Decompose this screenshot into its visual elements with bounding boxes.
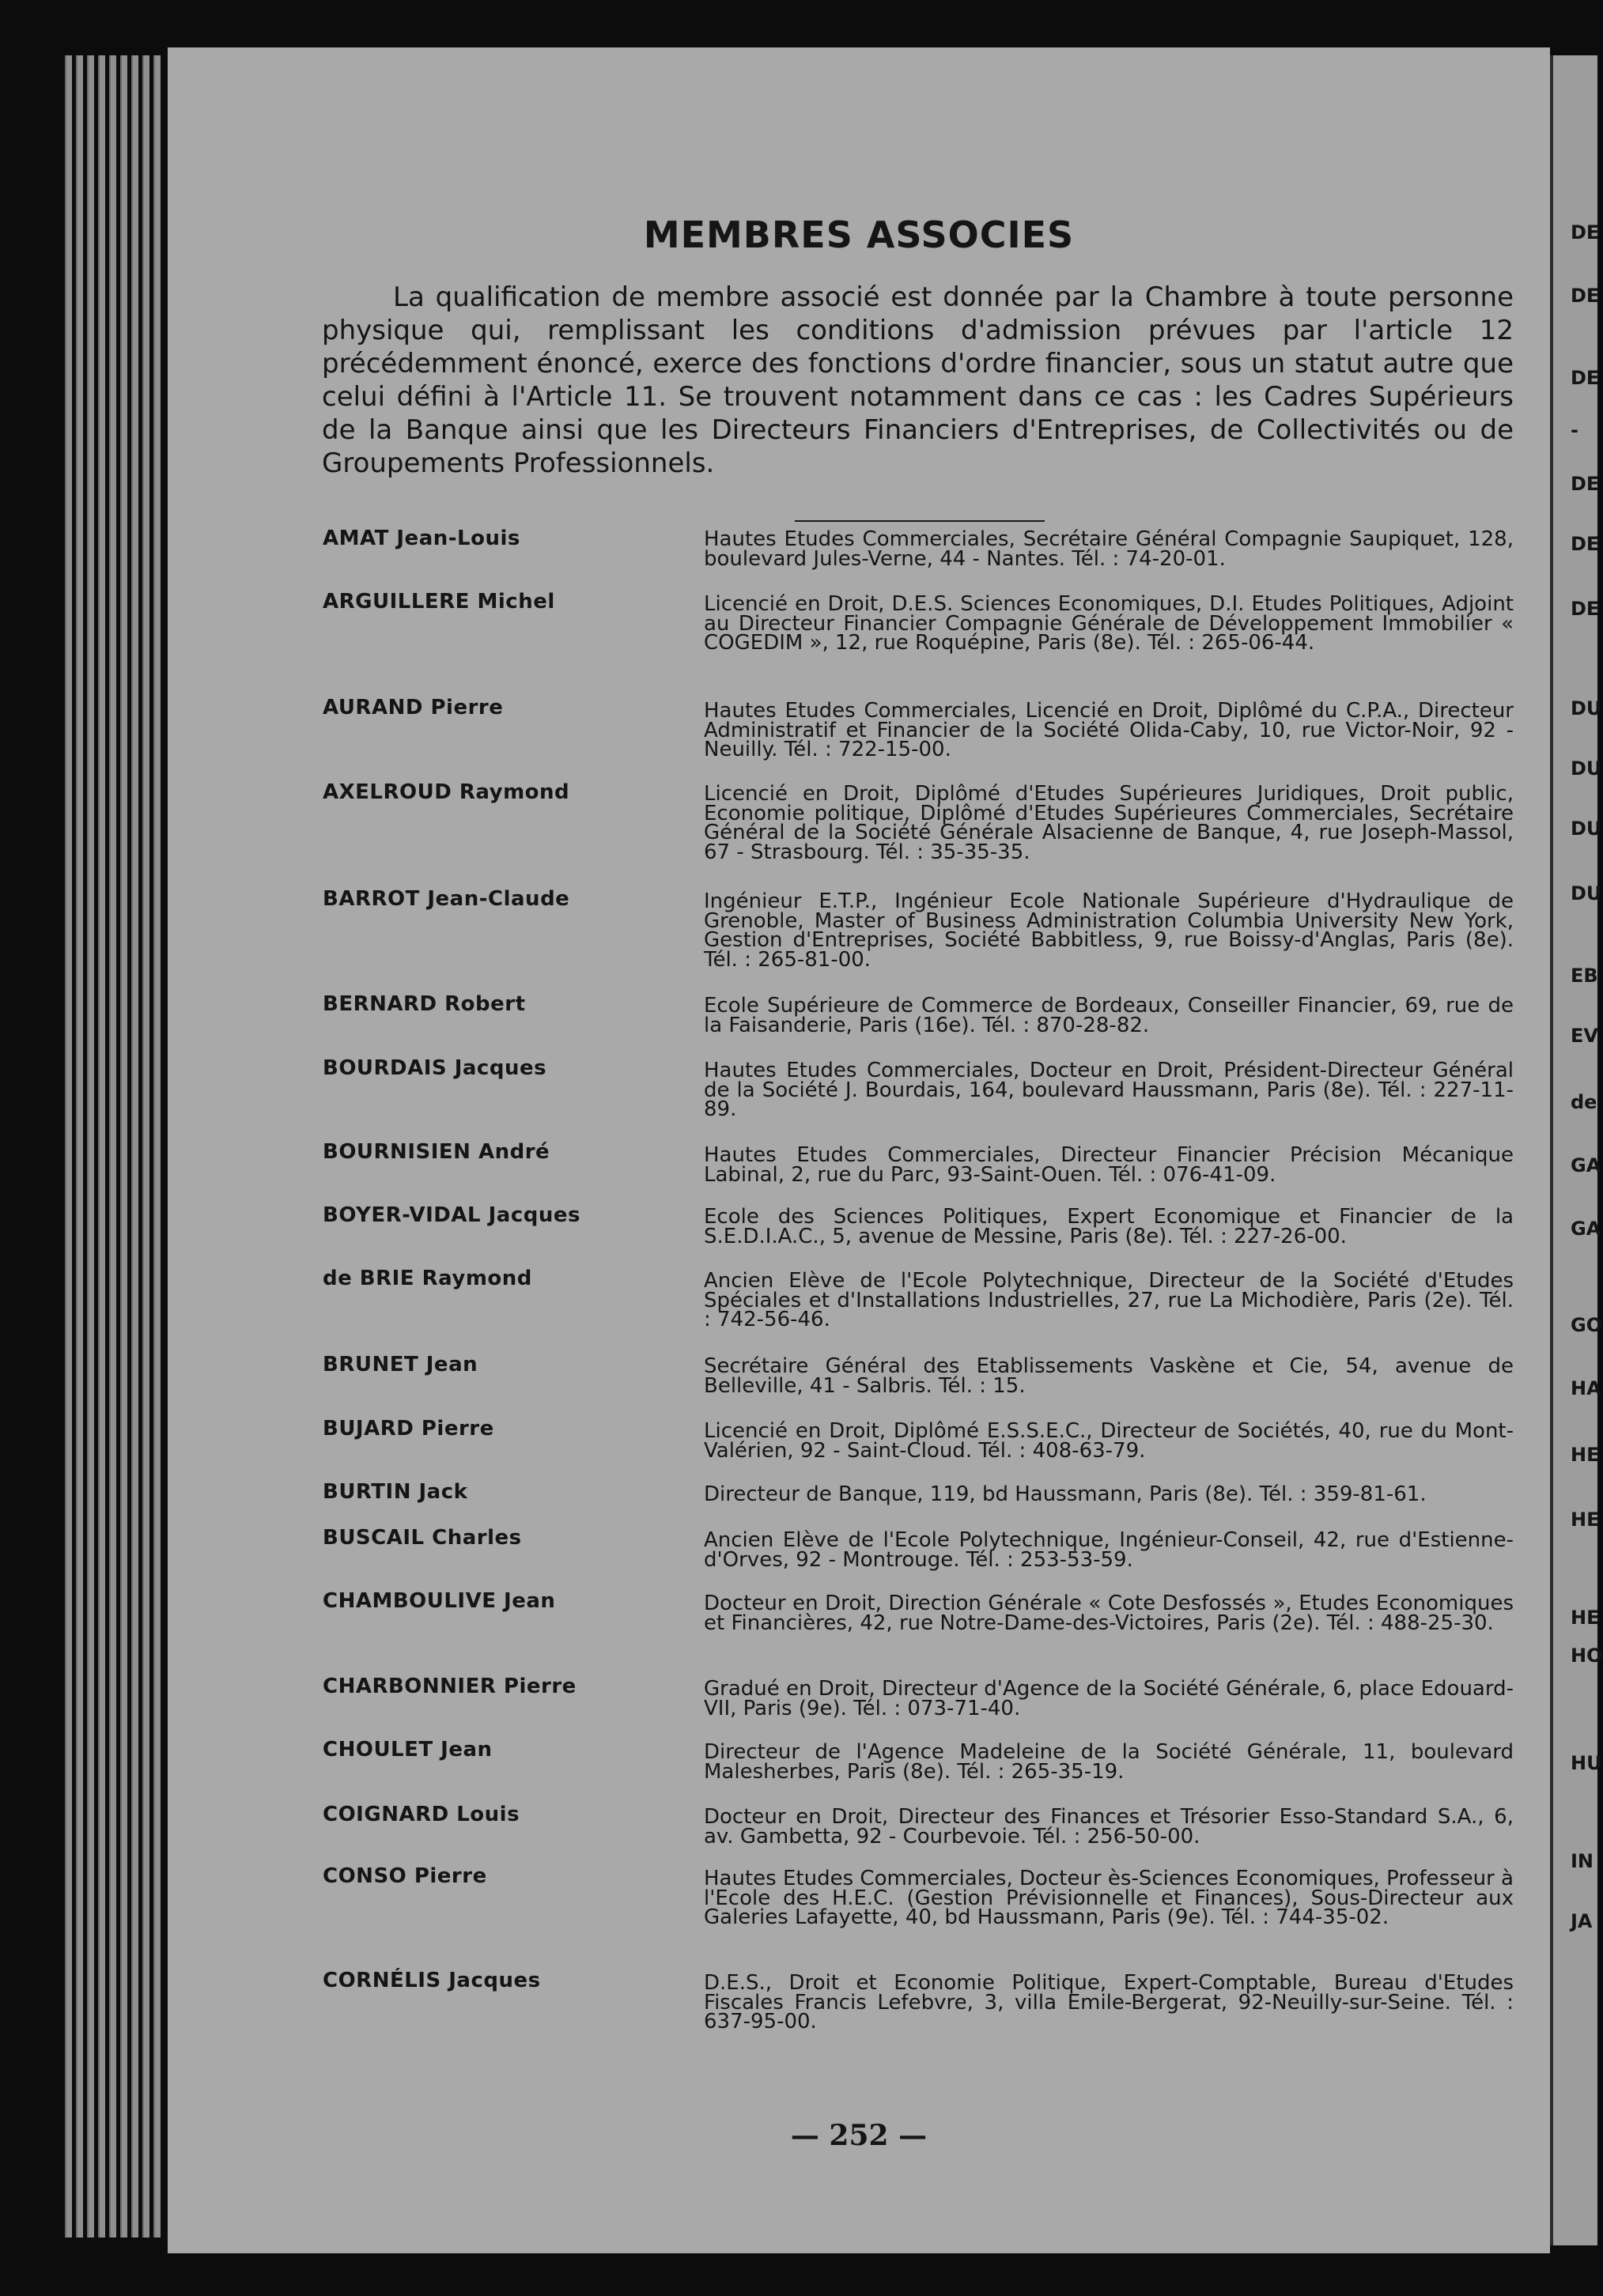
member-name: CHARBONNIER Pierre	[323, 1675, 577, 1698]
facing-page-fragment: HE	[1571, 1509, 1600, 1531]
facing-page-fragment: DE	[1571, 533, 1600, 555]
member-name: BOURDAIS Jacques	[323, 1056, 547, 1080]
page-number: — 252 —	[790, 2119, 928, 2152]
facing-page-fragment: GA	[1571, 1218, 1601, 1240]
member-description: Docteur en Droit, Direction Générale « Cote Desfossés », Etudes Economiques et Financières, 42, rue Notre-Dame-des-Victoires, Paris (2e). Tél. : 488-25-30.	[704, 1592, 1514, 1635]
member-name: de BRIE Raymond	[323, 1267, 532, 1290]
facing-page-fragment: -	[1571, 419, 1578, 441]
member-name: BURTIN Jack	[323, 1480, 468, 1504]
member-description: Licencié en Droit, Diplômé d'Etudes Supérieures Juridiques, Droit public, Economie politique, Diplômé d'Etudes Supérieures Commerciales, Secrétaire Général de la Société Générale Alsacienne de Banque, 4, rue Joseph-Massol, 67 - Strasbourg. Tél. : 35-35-35.	[704, 782, 1514, 864]
page-title: MEMBRES ASSOCIES	[643, 213, 1075, 256]
facing-page-fragment: DU	[1571, 697, 1602, 719]
member-name: BERNARD Robert	[323, 992, 526, 1016]
facing-page-fragment: EV	[1571, 1025, 1598, 1047]
member-name: COIGNARD Louis	[323, 1803, 520, 1826]
book-page	[168, 47, 1550, 2253]
member-description: Hautes Etudes Commerciales, Licencié en Droit, Diplômé du C.P.A., Directeur Administratif et Financier de la Société Olida-Caby, 10, rue Victor-Noir, 92 - Neuilly. Tél. : 722-15-00.	[704, 699, 1514, 761]
member-list	[168, 47, 1550, 2253]
member-name: CORNÉLIS Jacques	[323, 1969, 541, 1992]
member-description: Hautes Etudes Commerciales, Docteur ès-Sciences Economiques, Professeur à l'Ecole des H.E.C. (Gestion Prévisionnelle et Finances), Sous-Directeur aux Galeries Lafayette, 40, bd Haussmann, Paris (9e). Tél. : 744-35-02.	[704, 1867, 1514, 1929]
member-name: BUSCAIL Charles	[323, 1526, 522, 1550]
facing-page-fragment: EB	[1571, 965, 1598, 987]
facing-page-fragment: HE	[1571, 1444, 1600, 1466]
facing-page-fragment: DE	[1571, 285, 1600, 307]
facing-page-fragment: DE	[1571, 598, 1600, 620]
member-description: Ecole Supérieure de Commerce de Bordeaux, Conseiller Financier, 69, rue de la Faisanderie, Paris (16e). Tél. : 870-28-82.	[704, 994, 1514, 1037]
member-description: Directeur de l'Agence Madeleine de la Société Générale, 11, boulevard Malesherbes, Paris (8e). Tél. : 265-35-19.	[704, 1740, 1514, 1784]
facing-page-fragment: DU	[1571, 882, 1602, 904]
member-description: Licencié en Droit, D.E.S. Sciences Economiques, D.I. Etudes Politiques, Adjoint au Directeur Financier Compagnie Générale de Développement Immobilier « COGEDIM », 12, rue Roquépine, Paris (8e). Tél. : 265-06-44.	[704, 592, 1514, 655]
member-description: Ancien Elève de l'Ecole Polytechnique, Ingénieur-Conseil, 42, rue d'Estienne-d'Orves, 92 - Montrouge. Tél. : 253-53-59.	[704, 1528, 1514, 1572]
member-name: AURAND Pierre	[323, 696, 504, 719]
facing-page-edge	[1550, 55, 1603, 2245]
member-name: AXELROUD Raymond	[323, 780, 570, 804]
facing-page-fragment: HO	[1571, 1645, 1603, 1667]
member-description: Docteur en Droit, Directeur des Finances et Trésorier Esso-Standard S.A., 6, av. Gambetta, 92 - Courbevoie. Tél. : 256-50-00.	[704, 1805, 1514, 1849]
facing-page-fragment: GA	[1571, 1154, 1601, 1176]
member-name: BUJARD Pierre	[323, 1417, 494, 1441]
member-description: D.E.S., Droit et Economie Politique, Expert-Comptable, Bureau d'Etudes Fiscales Francis Lefebvre, 3, villa Emile-Bergerat, 92-Neuilly-sur-Seine. Tél. : 637-95-00.	[704, 1971, 1514, 2034]
member-description: Ancien Elève de l'Ecole Polytechnique, Directeur de la Société d'Etudes Spéciales et d'Installations Industrielles, 27, rue La Michodière, Paris (2e). Tél. : 742-56-46.	[704, 1269, 1514, 1331]
page-stack-edges	[65, 55, 183, 2237]
member-name: CHAMBOULIVE Jean	[323, 1589, 556, 1613]
facing-page-fragment: GO	[1571, 1314, 1603, 1336]
member-description: Hautes Etudes Commerciales, Secrétaire Général Compagnie Saupiquet, 128, boulevard Jules-Verne, 44 - Nantes. Tél. : 74-20-01.	[704, 527, 1514, 571]
intro-paragraph: La qualification de membre associé est donnée par la Chambre à toute personne physique qui, remplissant les conditions d'admission prévues par l'article 12 précédemment énoncé, exerce des fonctions d'ordre financier, sous un statut autre que celui défini à l'Article 11. Se trouvent notamment dans ce cas : les Cadres Supérieurs de la Banque ainsi que les Directeurs Financiers d'Entreprises, de Collectivités ou de Groupements Professionnels.	[322, 281, 1514, 479]
member-name: CONSO Pierre	[323, 1864, 487, 1888]
member-name: AMAT Jean-Louis	[323, 527, 520, 550]
facing-page-fragment: DE	[1571, 221, 1600, 244]
member-description: Hautes Etudes Commerciales, Docteur en Droit, Président-Directeur Général de la Société J. Bourdais, 164, boulevard Haussmann, Paris (8e). Tél. : 227-11-89.	[704, 1059, 1514, 1121]
member-name: BRUNET Jean	[323, 1353, 478, 1376]
member-name: ARGUILLERE Michel	[323, 590, 555, 614]
member-name: BOURNISIEN André	[323, 1140, 550, 1164]
member-description: Secrétaire Général des Etablissements Vaskène et Cie, 54, avenue de Belleville, 41 - Salbris. Tél. : 15.	[704, 1354, 1514, 1398]
member-name: CHOULET Jean	[323, 1738, 493, 1762]
facing-page-fragment: HU	[1571, 1752, 1602, 1774]
member-description: Ecole des Sciences Politiques, Expert Economique et Financier de la S.E.D.I.A.C., 5, avenue de Messine, Paris (8e). Tél. : 227-26-00.	[704, 1205, 1514, 1248]
facing-page-fragment: IN	[1571, 1850, 1594, 1872]
member-description: Ingénieur E.T.P., Ingénieur Ecole Nationale Supérieure d'Hydraulique de Grenoble, Master of Business Administration Columbia University New York, Gestion d'Entreprises, Société Babbitless, 9, rue Boissy-d'Anglas, Paris (8e). Tél. : 265-81-00.	[704, 889, 1514, 972]
facing-page-fragment: HE	[1571, 1607, 1600, 1629]
member-description: Gradué en Droit, Directeur d'Agence de la Société Générale, 6, place Edouard-VII, Paris (9e). Tél. : 073-71-40.	[704, 1677, 1514, 1720]
facing-page-fragment: DU	[1571, 757, 1602, 780]
facing-page-fragment: HA	[1571, 1377, 1601, 1399]
member-description: Licencié en Droit, Diplômé E.S.S.E.C., Directeur de Sociétés, 40, rue du Mont-Valérien, 92 - Saint-Cloud. Tél. : 408-63-79.	[704, 1419, 1514, 1463]
member-name: BOYER-VIDAL Jacques	[323, 1203, 580, 1227]
facing-page-fragment: DU	[1571, 818, 1602, 840]
facing-page-fragment: JA	[1571, 1910, 1593, 1932]
member-name: BARROT Jean-Claude	[323, 887, 570, 911]
member-description: Directeur de Banque, 119, bd Haussmann, Paris (8e). Tél. : 359-81-61.	[704, 1482, 1427, 1506]
member-description: Hautes Etudes Commerciales, Directeur Financier Précision Mécanique Labinal, 2, rue du Parc, 93-Saint-Ouen. Tél. : 076-41-09.	[704, 1143, 1514, 1187]
facing-page-fragment: de	[1571, 1091, 1597, 1113]
facing-page-fragment: DE	[1571, 367, 1600, 389]
facing-page-fragment: DE	[1571, 473, 1600, 495]
